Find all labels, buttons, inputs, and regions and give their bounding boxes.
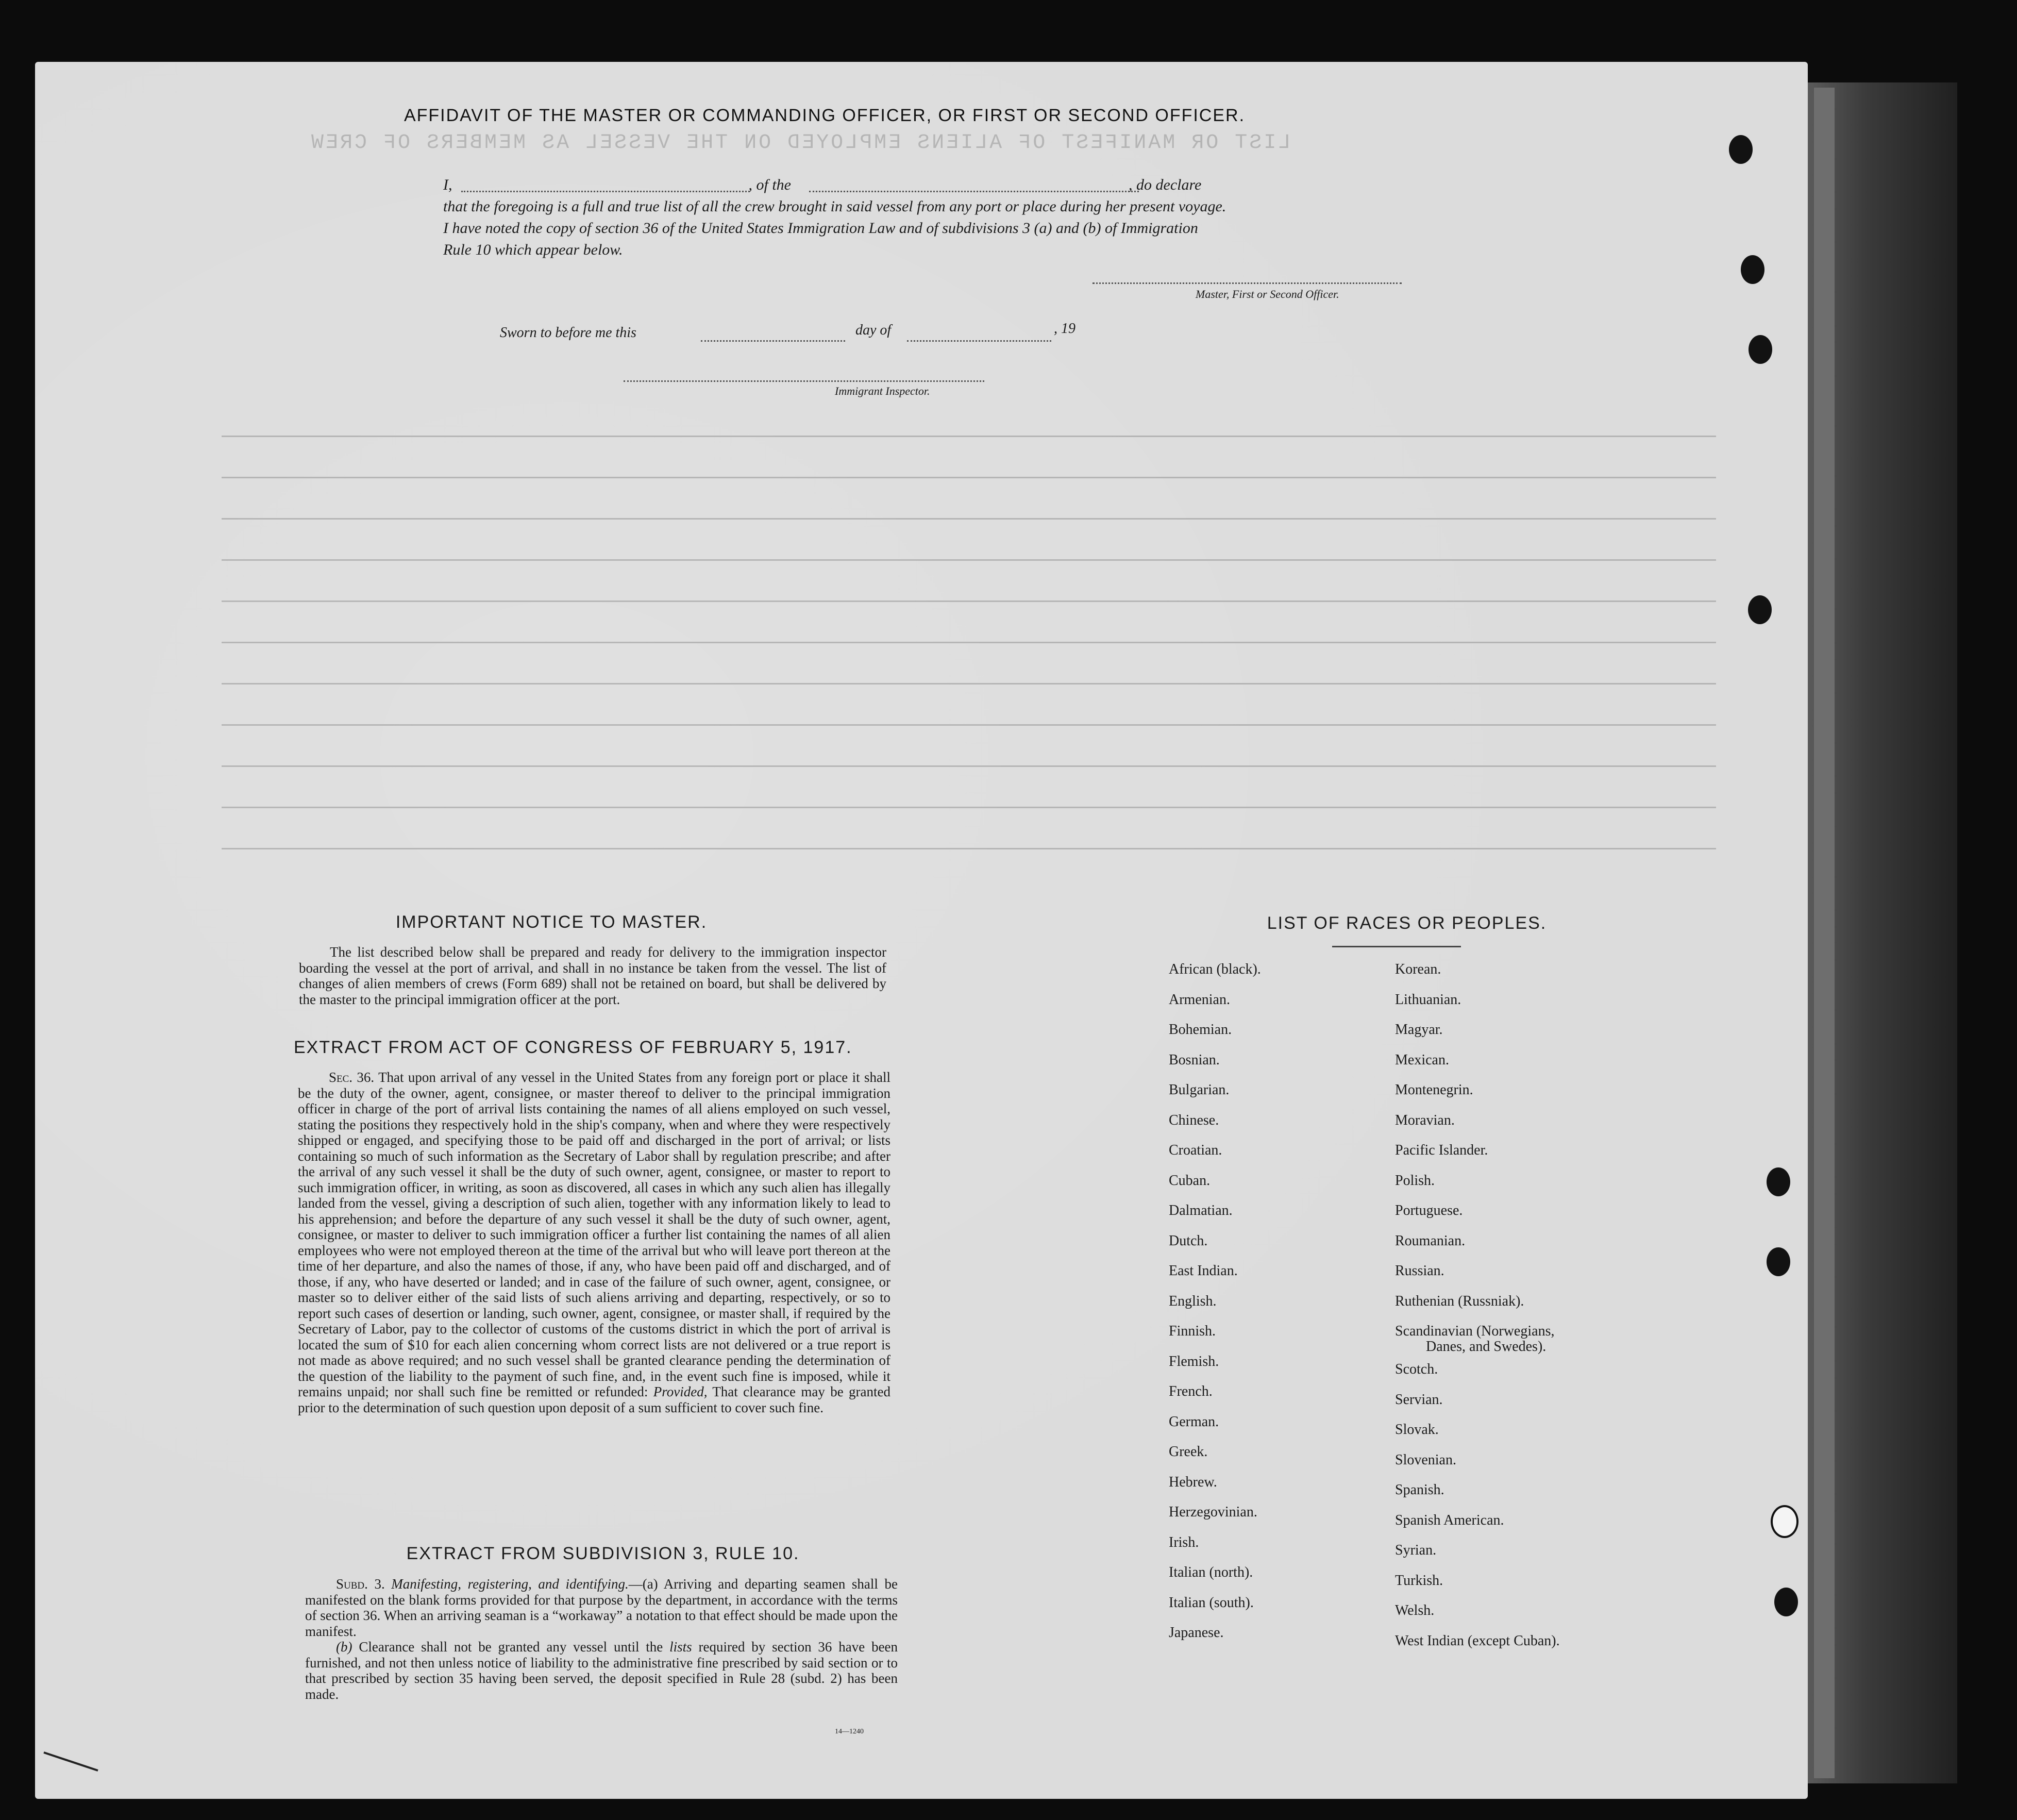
subd-label: Subd. 3. bbox=[336, 1576, 385, 1592]
ghost-rule bbox=[222, 683, 1716, 684]
notice-heading: IMPORTANT NOTICE TO MASTER. bbox=[395, 912, 708, 932]
affidavit-title: AFFIDAVIT OF THE MASTER OR COMMANDING OFFICER, OR FIRST OR SECOND OFFICER. bbox=[404, 106, 1246, 125]
race-item: Slovak. bbox=[1395, 1422, 1439, 1438]
race-item: Croatian. bbox=[1169, 1142, 1222, 1158]
form-number: 14—1240 bbox=[835, 1728, 864, 1735]
signature-line bbox=[1092, 282, 1402, 284]
race-item: Bosnian. bbox=[1169, 1051, 1220, 1068]
races-heading-rule bbox=[1332, 946, 1461, 947]
ghost-rule bbox=[222, 559, 1716, 561]
page-edge-strip bbox=[1814, 88, 1835, 1778]
race-item: Korean. bbox=[1395, 961, 1441, 977]
extract-act-text bbox=[298, 1070, 890, 1415]
binder-hole bbox=[1749, 335, 1772, 364]
ghost-rule bbox=[222, 642, 1716, 643]
race-item: Finnish. bbox=[1169, 1323, 1216, 1339]
race-item: Italian (north). bbox=[1169, 1564, 1253, 1580]
race-item: Magyar. bbox=[1395, 1022, 1443, 1038]
race-item: Chinese. bbox=[1169, 1112, 1219, 1128]
affidavit-line-2: that the foregoing is a full and true list of all the crew brought in said vessel from any port or place during her present voyage. bbox=[443, 198, 1226, 215]
corner-mark bbox=[41, 1742, 103, 1773]
race-item: Russian. bbox=[1395, 1263, 1444, 1279]
race-item: Herzegovinian. bbox=[1169, 1504, 1257, 1520]
subd-title: Manifesting, registering, and identifying. bbox=[391, 1576, 629, 1592]
race-item: East Indian. bbox=[1169, 1263, 1238, 1279]
race-item: Dalmatian. bbox=[1169, 1203, 1233, 1218]
race-item: Servian. bbox=[1395, 1391, 1443, 1408]
binder-hole bbox=[1771, 1505, 1799, 1538]
ghost-rule bbox=[222, 848, 1716, 849]
race-item: English. bbox=[1169, 1293, 1217, 1309]
sworn-text: Sworn to before me this bbox=[500, 325, 636, 341]
race-item: Portuguese. bbox=[1395, 1203, 1463, 1218]
races-heading: LIST OF RACES OR PEOPLES. bbox=[1267, 913, 1547, 933]
race-item: Turkish. bbox=[1395, 1572, 1443, 1589]
extract-rule-heading: EXTRACT FROM SUBDIVISION 3, RULE 10. bbox=[406, 1544, 800, 1563]
sec-body: That upon arrival of any vessel in the United States from any foreign port or place it shall be the duty of the owner, agent, consignee, or master thereof to deliver to the principal immigration officer in charge of the port of arrival lists containing the names of all aliens employed on such vessel, stating the positions they respectively hold in the ship's company, when and where they were respectively shipped or engaged, and specifying those to be paid off and discharged in the port of arrival; or lists containing so much of such information as the Secretary of Labor shall by regulation prescribe; and after the arrival of any such vessel it shall be the duty of such owner, agent, consignee, or master to report to such immigration officer, in writing, as soon as discovered, all cases in which any such alien has illegally landed from the vessel, giving a description of such alien, together with any information likely to lead to his apprehension; and before the departure of any such vessel it shall be the duty of such owner, agent, consignee, or master to deliver to such immigration officer a further list containing the names of all alien employees who were not employed thereon at the time of the arrival but who will leave port thereon at the time of her departure, and also the names of those, if any, who have been paid off and discharged, and of those, if any, who have deserted or landed; and in case of the failure of such owner, agent, consignee, or master so to deliver either of the said lists of such aliens arriving and departing, respectively, or so to report such cases of desertion or landing, such owner, agent, consignee, or master shall, if required by the Secretary of Labor, pay to the collector of customs of the customs district in which the port of arrival is located the sum of $10 for each alien concerning whom correct lists are not delivered or a true report is not made as above required; and no such vessel shall be granted clearance pending the determination of the question of the liability to the payment of such fine, and, in the event such fine is imposed, while it remains unpaid; nor shall such fine be remitted or refunded: bbox=[298, 1070, 891, 1399]
race-item: West Indian (except Cuban). bbox=[1395, 1632, 1560, 1649]
race-item: Spanish. bbox=[1395, 1482, 1444, 1498]
affidavit-declare: , do declare bbox=[1129, 176, 1202, 193]
race-item: Armenian. bbox=[1169, 991, 1230, 1008]
master-signature-label: Master, First or Second Officer. bbox=[1196, 288, 1339, 300]
race-item: Mexican. bbox=[1395, 1051, 1449, 1068]
ghost-rule bbox=[222, 477, 1716, 478]
day-blank bbox=[701, 340, 845, 342]
binder-hole bbox=[1729, 135, 1753, 164]
bleed-through-header: LIST OR MANIFEST OF ALIENS EMPLOYED ON THE VESSEL AS MEMBERS OF CREW bbox=[309, 131, 1291, 155]
race-item: German. bbox=[1169, 1413, 1219, 1430]
subd-b-label: (b) bbox=[336, 1639, 352, 1655]
race-item: Scandinavian (Norwegians, bbox=[1395, 1323, 1555, 1339]
race-item: Polish. bbox=[1395, 1172, 1435, 1189]
notice-text: The list described below shall be prepared and ready for delivery to the immigration inspector boarding the vessel at the port of arrival, and shall in no instance be taken from the vessel. The list of changes of alien members of crews (Form 689) shall not be retained on board, but shall be delivered by the master to the principal immigration officer at the port. bbox=[299, 944, 886, 1007]
subd-b-text-1: Clearance shall not be granted any vessel until the bbox=[359, 1639, 663, 1655]
binder-hole bbox=[1774, 1588, 1798, 1616]
extract-act-heading: EXTRACT FROM ACT OF CONGRESS OF FEBRUARY 5, 1917. bbox=[294, 1038, 852, 1057]
race-item: Moravian. bbox=[1395, 1112, 1455, 1128]
extract-rule-text bbox=[305, 1576, 898, 1702]
subd-b-lists: lists bbox=[669, 1639, 692, 1655]
sec-end: That clearance may be granted prior to the determination of such question upon deposit of a sum sufficient to cover such fine. bbox=[298, 1384, 890, 1415]
subd-b-text-2: required by section 36 have been furnished, and not then unless notice of liability to the administrative fine prescribed by said section or to that prescribed by section 35 having been served, the deposit specified in Rule 28 (subd. 2) has been made. bbox=[305, 1639, 898, 1702]
ghost-rule bbox=[222, 518, 1716, 520]
race-item: Spanish American. bbox=[1395, 1512, 1504, 1528]
binder-hole bbox=[1767, 1167, 1790, 1196]
day-of-text: day of bbox=[855, 322, 892, 338]
race-item: Bohemian. bbox=[1169, 1022, 1232, 1038]
race-item: African (black). bbox=[1169, 961, 1261, 977]
races-column-1 bbox=[1169, 955, 1261, 1648]
month-blank bbox=[907, 340, 1051, 342]
subd-a-text: —(a) Arriving and departing seamen shall be manifested on the blank forms provided for that purpose by the department, in accordance with the terms of section 36. When an arriving seaman is a “workaway” a notation to that effect should be made upon the manifest. bbox=[305, 1576, 898, 1639]
affidavit-line-3: I have noted the copy of section 36 of the United States Immigration Law and of subdivisions 3 (a) and (b) of Immigration bbox=[443, 220, 1198, 237]
affidavit-of-the: , of the bbox=[748, 176, 791, 193]
race-item: Lithuanian. bbox=[1395, 991, 1461, 1008]
race-item: Syrian. bbox=[1395, 1542, 1437, 1558]
name-blank bbox=[461, 191, 750, 192]
affidavit-declaration-line bbox=[443, 174, 1474, 196]
race-item: Bulgarian. bbox=[1169, 1082, 1230, 1098]
ghost-rule bbox=[222, 600, 1716, 602]
race-item-continuation: Danes, and Swedes). bbox=[1426, 1339, 1547, 1355]
race-item: Welsh. bbox=[1395, 1602, 1435, 1618]
ghost-rule bbox=[222, 807, 1716, 808]
ghost-rule bbox=[222, 724, 1716, 726]
race-item: Ruthenian (Russniak). bbox=[1395, 1293, 1524, 1309]
race-item: Cuban. bbox=[1169, 1172, 1211, 1189]
race-item: Japanese. bbox=[1169, 1625, 1224, 1641]
race-item: Scotch. bbox=[1395, 1361, 1438, 1377]
race-item: Italian (south). bbox=[1169, 1594, 1254, 1611]
race-item: Roumanian. bbox=[1395, 1232, 1466, 1249]
race-item: Hebrew. bbox=[1169, 1474, 1217, 1490]
sec-label: Sec. 36. bbox=[329, 1070, 375, 1085]
provided-word: Provided, bbox=[653, 1384, 708, 1399]
race-item: Irish. bbox=[1169, 1534, 1199, 1550]
binder-hole bbox=[1748, 595, 1772, 624]
race-item: Slovenian. bbox=[1395, 1451, 1456, 1468]
ghost-rule bbox=[222, 765, 1716, 767]
races-column-2 bbox=[1395, 955, 1560, 1656]
race-item: Montenegrin. bbox=[1395, 1082, 1473, 1098]
inspector-label: Immigrant Inspector. bbox=[835, 385, 930, 397]
race-item: Flemish. bbox=[1169, 1353, 1219, 1370]
ghost-rule bbox=[222, 436, 1716, 437]
binder-hole bbox=[1767, 1247, 1790, 1276]
race-item: Dutch. bbox=[1169, 1232, 1208, 1249]
year-text: , 19 bbox=[1054, 321, 1075, 337]
race-item: French. bbox=[1169, 1383, 1213, 1399]
inspector-signature-line bbox=[624, 380, 984, 382]
vessel-blank bbox=[809, 191, 1139, 192]
race-item: Greek. bbox=[1169, 1444, 1208, 1460]
binder-hole bbox=[1741, 255, 1764, 284]
race-item: Pacific Islander. bbox=[1395, 1142, 1488, 1158]
affidavit-line-4: Rule 10 which appear below. bbox=[443, 241, 623, 258]
affidavit-i: I, bbox=[443, 176, 452, 193]
